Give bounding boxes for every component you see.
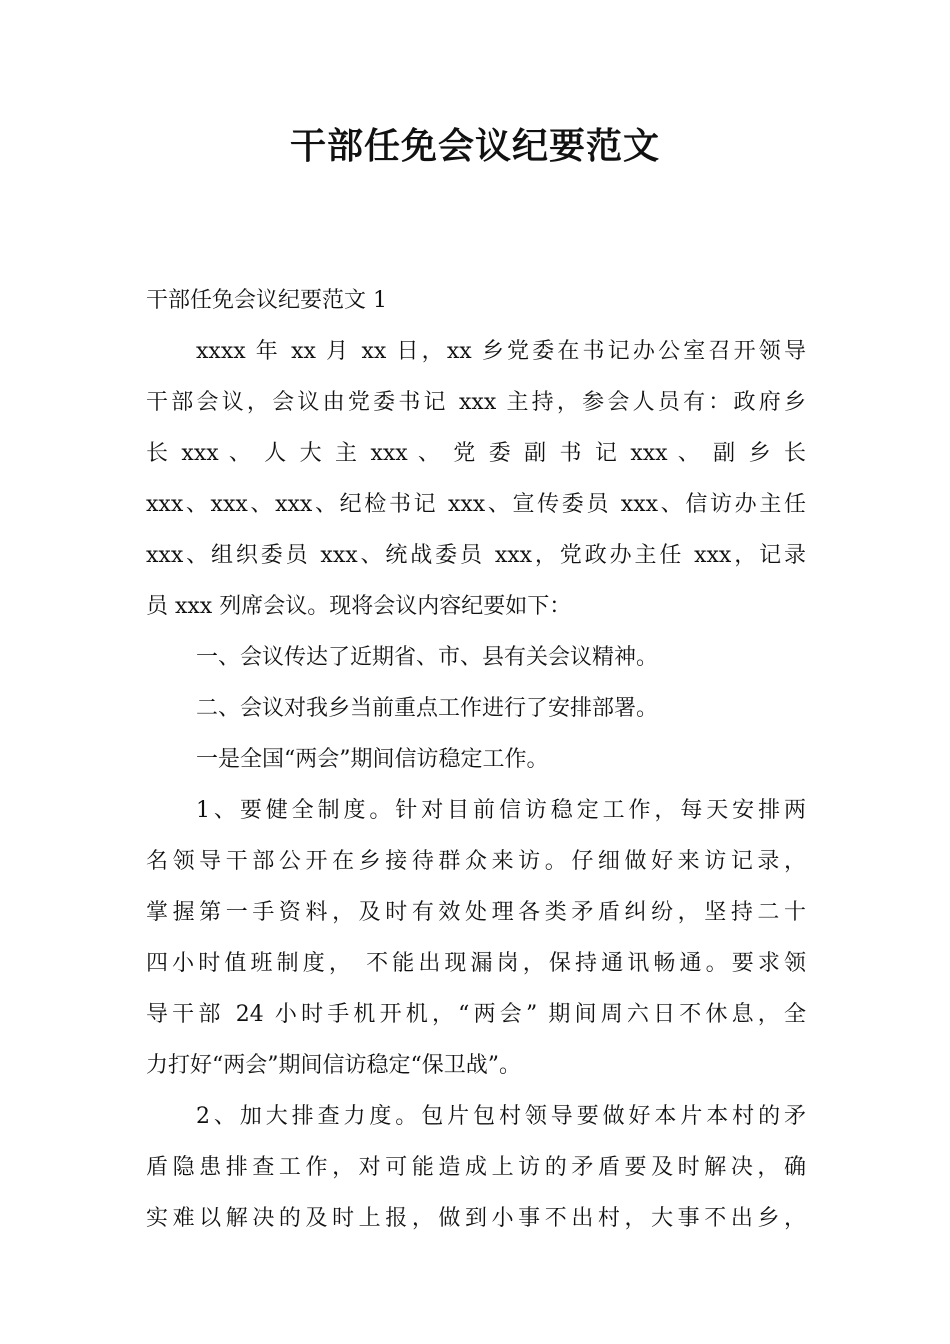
paragraph-line: 掌握第一手资料，及时有效处理各类矛盾纠纷，坚持二十 (146, 900, 806, 925)
paragraph-line: xxxx 年 xx 月 xx 日，xx 乡党委在书记办公室召开领导 (196, 339, 806, 364)
paragraph-line: 盾隐患排查工作，对可能造成上访的矛盾要及时解决，确 (146, 1155, 806, 1180)
paragraph-line: 力打好“两会”期间信访稳定“保卫战”。 (146, 1053, 521, 1078)
paragraph-line: 二、会议对我乡当前重点工作进行了安排部署。 (196, 696, 659, 721)
section-heading: 干部任免会议纪要范文 1 (146, 288, 387, 313)
paragraph-line: 一、会议传达了近期省、市、县有关会议精神。 (196, 645, 659, 670)
paragraph-line: 长 xxx 、 人 大 主 xxx 、 党 委 副 书 记 xxx 、 副 乡 长 (146, 441, 806, 466)
paragraph-line: 员 xxx 列席会议。现将会议内容纪要如下： (146, 594, 572, 619)
paragraph-line: xxx、组织委员 xxx、统战委员 xxx，党政办主任 xxx，记录 (146, 543, 806, 568)
paragraph-line: xxx、xxx、xxx、纪检书记 xxx、宣传委员 xxx、信访办主任 (146, 492, 806, 517)
paragraph-line: 名领导干部公开在乡接待群众来访。仔细做好来访记录， (146, 849, 806, 874)
paragraph-line: 实难以解决的及时上报，做到小事不出村，大事不出乡， (146, 1206, 806, 1231)
paragraph-line: 一是全国“两会”期间信访稳定工作。 (196, 747, 549, 772)
document-title: 干部任免会议纪要范文 (289, 126, 660, 167)
paragraph-line: 干部会议，会议由党委书记 xxx 主持，参会人员有：政府乡 (146, 390, 806, 415)
paragraph-line: 导干部 24 小时手机开机，“两会” 期间周六日不休息，全 (146, 1002, 806, 1027)
paragraph-line: 1、要健全制度。针对目前信访稳定工作，每天安排两 (196, 798, 806, 823)
paragraph-line: 2、加大排查力度。包片包村领导要做好本片本村的矛 (196, 1104, 806, 1129)
paragraph-line: 四小时值班制度， 不能出现漏岗，保持通讯畅通。要求领 (146, 951, 806, 976)
document-body (146, 275, 806, 1244)
